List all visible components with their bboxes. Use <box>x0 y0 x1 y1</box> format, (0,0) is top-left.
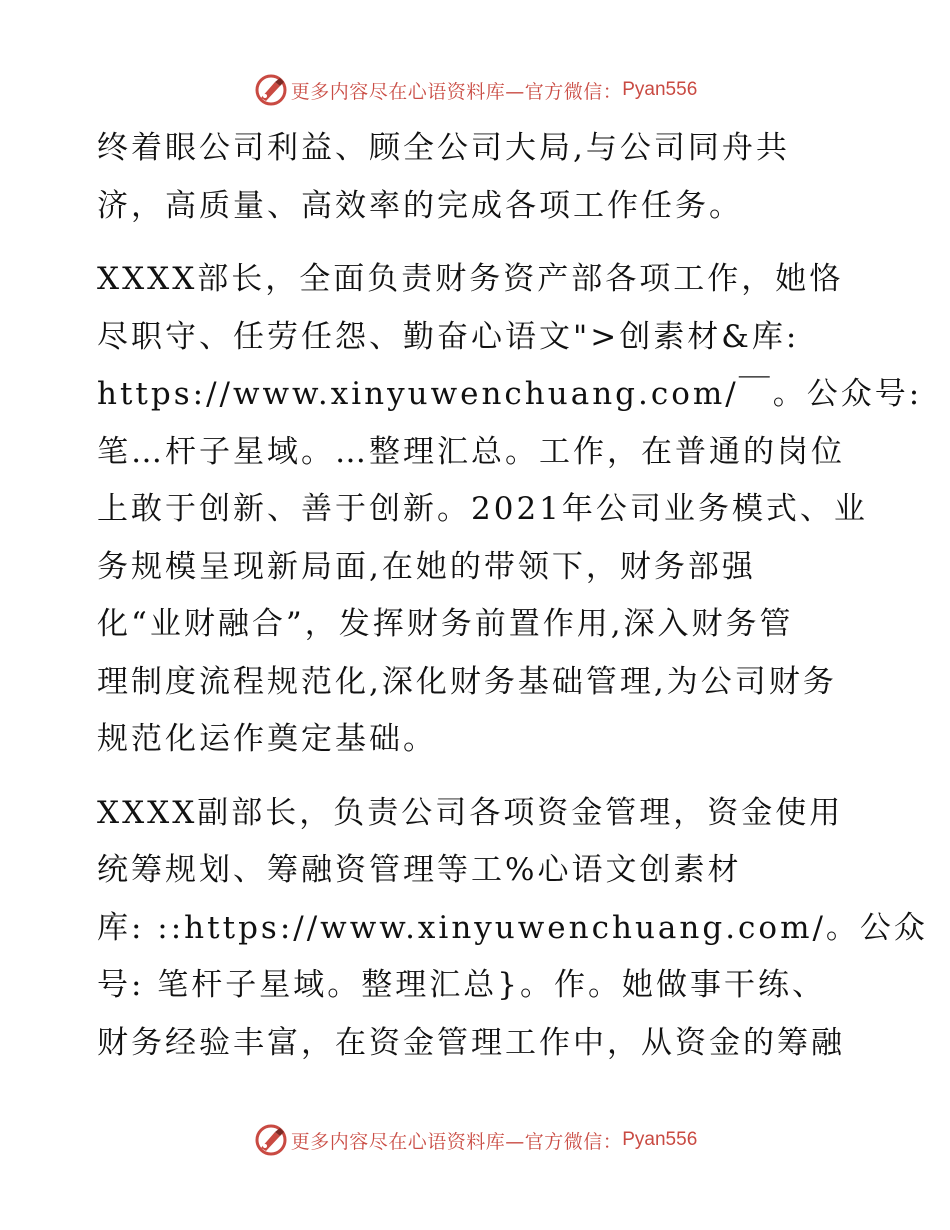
pen-logo-icon <box>253 1122 289 1158</box>
text-line: 库: ::https://www.xinyuwenchuang.com/。公众 <box>97 909 928 946</box>
text-line: 化“业财融合”，发挥财务前置作用,深入财务管 <box>97 606 794 642</box>
header-watermark-text: 更多内容尽在心语资料库—官方微信： <box>290 80 623 103</box>
footer-watermark-text: 更多内容尽在心语资料库—官方微信： <box>290 1130 623 1153</box>
text-line: 笔…杆子星域。…整理汇总。工作，在普通的岗位 <box>97 433 845 470</box>
pen-logo-icon <box>253 72 289 108</box>
document-body <box>97 120 928 1072</box>
text-line: 务规模呈现新局面,在她的带领下，财务部强 <box>97 548 756 585</box>
text-line: 统筹规划、筹融资管理等工%心语文创素材 <box>97 852 742 888</box>
text-line: 财务经验丰富，在资金管理工作中，从资金的筹融 <box>97 1024 845 1061</box>
footer-watermark-banner <box>0 1120 950 1160</box>
text-line: XXXX副部长，负责公司各项资金管理，资金使用 <box>97 794 844 831</box>
text-line: 终着眼公司利益、顾全公司大局,与公司同舟共 <box>97 130 790 166</box>
header-watermark-banner <box>0 70 950 110</box>
text-line: 济，高质量、高效率的完成各项工作任务。 <box>97 187 743 224</box>
paragraph-3 <box>97 785 928 1073</box>
paragraph-2 <box>97 251 923 769</box>
header-watermark-id: Pyan556 <box>622 79 698 100</box>
text-line: https://www.xinyuwenchuang.com/￣。公众号: <box>97 376 923 412</box>
paragraph-1 <box>97 120 877 235</box>
text-line: 理制度流程规范化,深化财务基础管理,为公司财务 <box>97 663 837 700</box>
text-line: 尽职守、任劳任怨、勤奋心语文">创素材&库: <box>97 318 800 355</box>
text-line: 规范化运作奠定基础。 <box>97 721 437 757</box>
text-line: 上敢于创新、善于创新。2021年公司业务模式、业 <box>97 491 868 527</box>
text-line: XXXX部长，全面负责财务资产部各项工作，她恪 <box>97 261 844 297</box>
footer-watermark-id: Pyan556 <box>622 1129 698 1150</box>
text-line: 号: 笔杆子星域。整理汇总}。作。她做事干练、 <box>97 967 827 1003</box>
